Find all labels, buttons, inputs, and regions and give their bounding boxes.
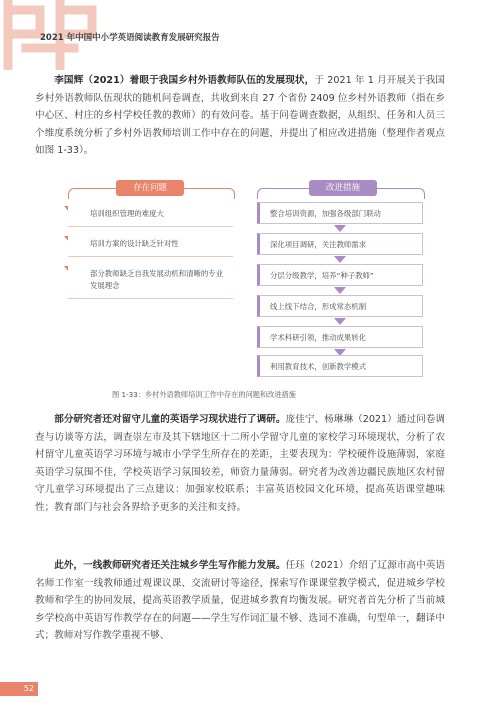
figure-caption: 图 1-33：乡村外语教师培训工作中存在的问题和改进措施 bbox=[112, 390, 296, 399]
measure-item: 学术科研引领，推动成果转化 bbox=[257, 326, 423, 348]
paragraph-3-lead: 此外，一线教师研究者还关注城乡学生写作能力发展。 bbox=[54, 560, 286, 571]
measure-item: 利用教育技术，创新教学模式 bbox=[257, 355, 423, 377]
paragraph-1-body: 于 2021 年 1 月开展关于我国乡村外语教师队伍现状的随机问卷调查，共收到来自 27 个省份 2409 位乡村外语教师（指在乡中心区、村庄的乡村学校任教的教师）的有效问卷。基于问卷调查数据，从组织、任务和人员三个维度系统分析了乡村外语教师培训工作中存在的问题，并提出了相应改进措施（整理作者观点如图 1-33）。 bbox=[35, 75, 446, 157]
measure-item: 线上线下结合，形成常态机制 bbox=[257, 295, 423, 317]
arrow-down-icon bbox=[334, 225, 346, 232]
measure-item: 整合培训资源，加强各级部门联动 bbox=[257, 202, 423, 224]
arrow-down-icon bbox=[334, 318, 346, 325]
paragraph-1 bbox=[35, 72, 445, 160]
figure-diagram bbox=[60, 180, 420, 380]
paragraph-1-lead: 李国辉（2021）着眼于我国乡村外语教师队伍的发展现状， bbox=[54, 75, 315, 86]
paragraph-2-lead: 部分研究者还对留守儿童的英语学习现状进行了调研。 bbox=[54, 414, 286, 425]
paragraph-3-body: 任珏（2021）介绍了辽源市高中英语名师工作室一线教师通过观课议课、交流研讨等途径，探索写作课课堂教学模式，促进城乡学校教师和学生的协同发展，提高英语教学质量，促进城乡教育均衡发展。研究者首先分析了当前城乡学校高中英语写作教学存在的问题——学生写作词汇量不够、选词不准确，句型单一，翻译中式；教师对写作教学重视不够、 bbox=[35, 560, 445, 642]
problem-item: 培训组织管理的难度大 bbox=[68, 202, 233, 227]
arrow-down-icon bbox=[334, 287, 346, 294]
problem-item: 培训方案的设计缺乏针对性 bbox=[68, 232, 233, 257]
page-header-title: 2021 年中国中小学英语阅读教育发展研究报告 bbox=[40, 33, 220, 43]
paragraph-2-body: 庞佳宁、杨琳琳（2021）通过问卷调查与访谈等方法，调查崇左市及其下辖地区十二所小学留守儿童的家校学习环境现状，分析了农村留守儿童英语学习环境与城市小学学生所存在的差距，主要表现为：学校硬件设施薄弱，家庭英语学习氛围不佳，学校英语学习氛围较差，师资力量薄弱。研究者为改善边疆民族地区农村留守儿童学习环境提出了三点建议：加强家校联系；丰富英语校园文化环境，提高英语课堂趣味性；教育部门与社会各界给予更多的关注和支持。 bbox=[35, 414, 445, 513]
arrow-down-icon bbox=[334, 256, 346, 263]
measures-column bbox=[255, 180, 425, 375]
page-number: 52 bbox=[0, 682, 38, 696]
paragraph-3 bbox=[35, 557, 445, 645]
measure-item: 深化项目调研，关注教师需求 bbox=[257, 233, 423, 255]
measure-item: 分层分级教学，培养“种子教师” bbox=[257, 264, 423, 286]
paragraph-2 bbox=[35, 411, 445, 517]
measures-header: 改进措施 bbox=[309, 180, 377, 196]
problems-header: 存在问题 bbox=[116, 180, 184, 196]
problems-column bbox=[60, 180, 240, 375]
problem-item: 部分教师缺乏自我发展动机和清晰的专业发展理念 bbox=[68, 262, 233, 299]
